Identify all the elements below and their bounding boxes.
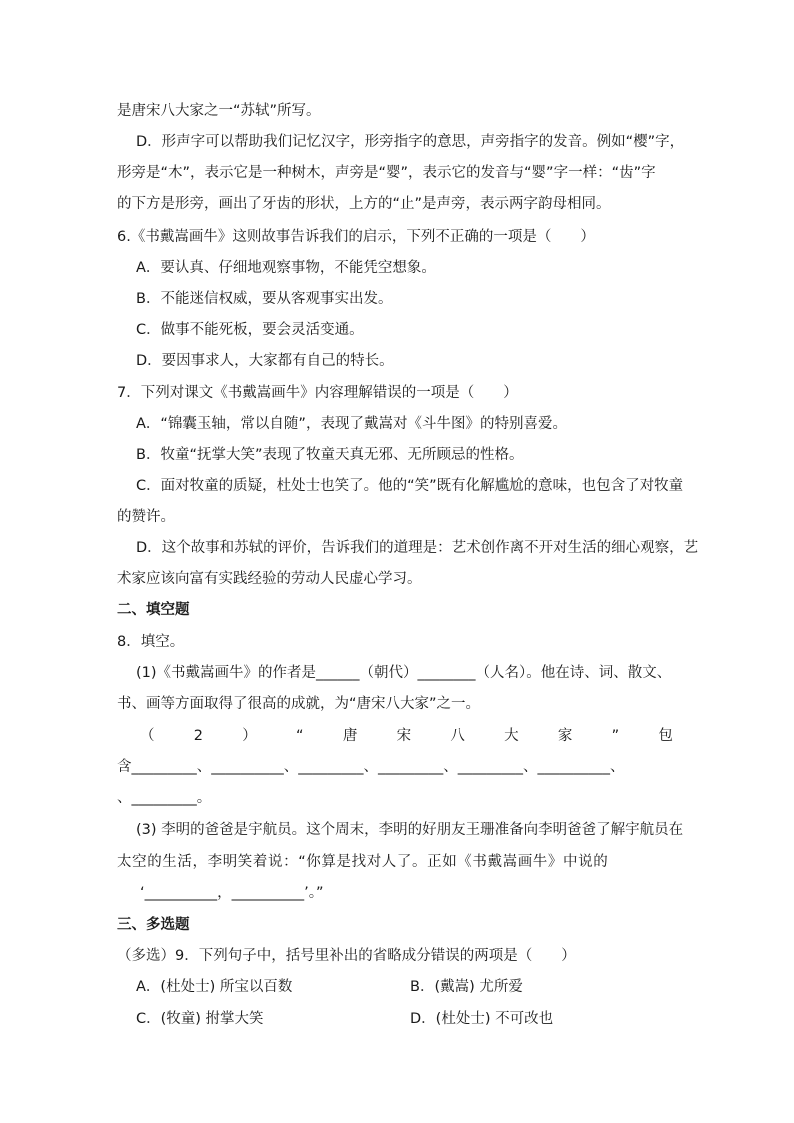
spread-char: 唐	[342, 728, 358, 744]
text-line: 的赞许。	[117, 509, 175, 525]
answer-blanks: 、_________。	[117, 790, 212, 806]
question-7-option-a: A．“锦囊玉轴，常以自随”，表现了戴嵩对《斗牛图》的特别喜爱。	[136, 416, 567, 432]
section-heading-multiple-choice: 三、多选题	[117, 917, 190, 933]
text-line: 是唐宋八大家之一“苏轼”所写。	[117, 103, 321, 119]
text-line: 形旁是“木”，表示它是一种树木，声旁是“婴”，表示它的发音与“婴”字一样：“齿”字	[117, 165, 656, 181]
question-6-option-a: A．要认真、仔细地观察事物，不能凭空想象。	[136, 260, 436, 276]
question-6-option-c: C．做事不能死板，要会灵活变通。	[136, 322, 364, 338]
question-9-option-b: B．(戴嵩) 尤所爱	[410, 979, 523, 995]
spread-char: 包	[658, 728, 673, 744]
question-9-option-d: D．(杜处士) 不可改也	[410, 1011, 554, 1027]
spread-char: 2	[193, 728, 203, 744]
question-6-option-d: D．要因事求人，大家都有自己的特长。	[136, 353, 394, 369]
spread-char: 大	[504, 728, 519, 744]
spread-char: ”	[611, 728, 620, 744]
question-8-part-3: (3) 李明的爸爸是宇航员。这个周末，李明的好朋友王珊准备向李明爸爸了解宇航员在	[136, 822, 684, 838]
question-9-option-a: A．(杜处士) 所宝以百数	[136, 979, 293, 995]
question-8-part-1: (1)《书戴嵩画牛》的作者是______（朝代）________（人名）。他在诗、词、散文、	[136, 665, 672, 681]
text-line: 的下方是形旁，画出了牙齿的形状，上方的“止”是声旁，表示两字韵母相同。	[117, 196, 611, 212]
question-8: 8．填空。	[117, 634, 185, 650]
text-line: 书、画等方面取得了很高的成就，为“唐宋八大家”之一。	[117, 696, 481, 712]
answer-blanks: ‘__________，__________’。”	[140, 885, 324, 901]
spread-char: ）	[242, 728, 257, 744]
spread-char: “	[296, 728, 304, 744]
spread-char: 八	[450, 728, 465, 744]
question-7-option-c: C．面对牧童的质疑，杜处士也笑了。他的“笑”既有化解尴尬的意味，也包含了对牧童	[136, 478, 684, 494]
text-line: 太空的生活，李明笑着说：“你算是找对人了。正如《书戴嵩画牛》中说的	[117, 854, 609, 870]
question-6-option-b: B．不能迷信权威，要从客观事实出发。	[136, 291, 393, 307]
text-line: 术家应该向富有实践经验的劳动人民虚心学习。	[117, 571, 422, 587]
question-7-option-b: B．牧童“抚掌大笑”表现了牧童天真无邪、无所顾忌的性格。	[136, 447, 524, 463]
question-8-part-2	[140, 726, 673, 746]
option-d: D．形声字可以帮助我们记忆汉字，形旁指字的意思，声旁指字的发音。例如“樱”字，	[136, 134, 685, 150]
spread-char: 家	[557, 728, 573, 744]
question-7-option-d: D．这个故事和苏轼的评价，告诉我们的道理是：艺术创作离不开对生活的细心观察，艺	[136, 540, 699, 556]
question-9: （多选）9．下列句子中，括号里补出的省略成分错误的两项是（ ）	[117, 948, 576, 964]
question-9-option-c: C．(牧童) 拊掌大笑	[136, 1011, 264, 1027]
spread-char: （	[140, 728, 155, 744]
spread-char: 宋	[396, 728, 412, 744]
answer-blanks: 含_________、__________、_________、_________、_________、__________、	[117, 759, 625, 775]
section-heading-fill-in: 二、填空题	[117, 602, 190, 618]
question-6: 6.《书戴嵩画牛》这则故事告诉我们的启示，下列不正确的一项是（ ）	[117, 229, 595, 245]
question-7: 7．下列对课文《书戴嵩画牛》内容理解错误的一项是（ ）	[117, 385, 518, 401]
